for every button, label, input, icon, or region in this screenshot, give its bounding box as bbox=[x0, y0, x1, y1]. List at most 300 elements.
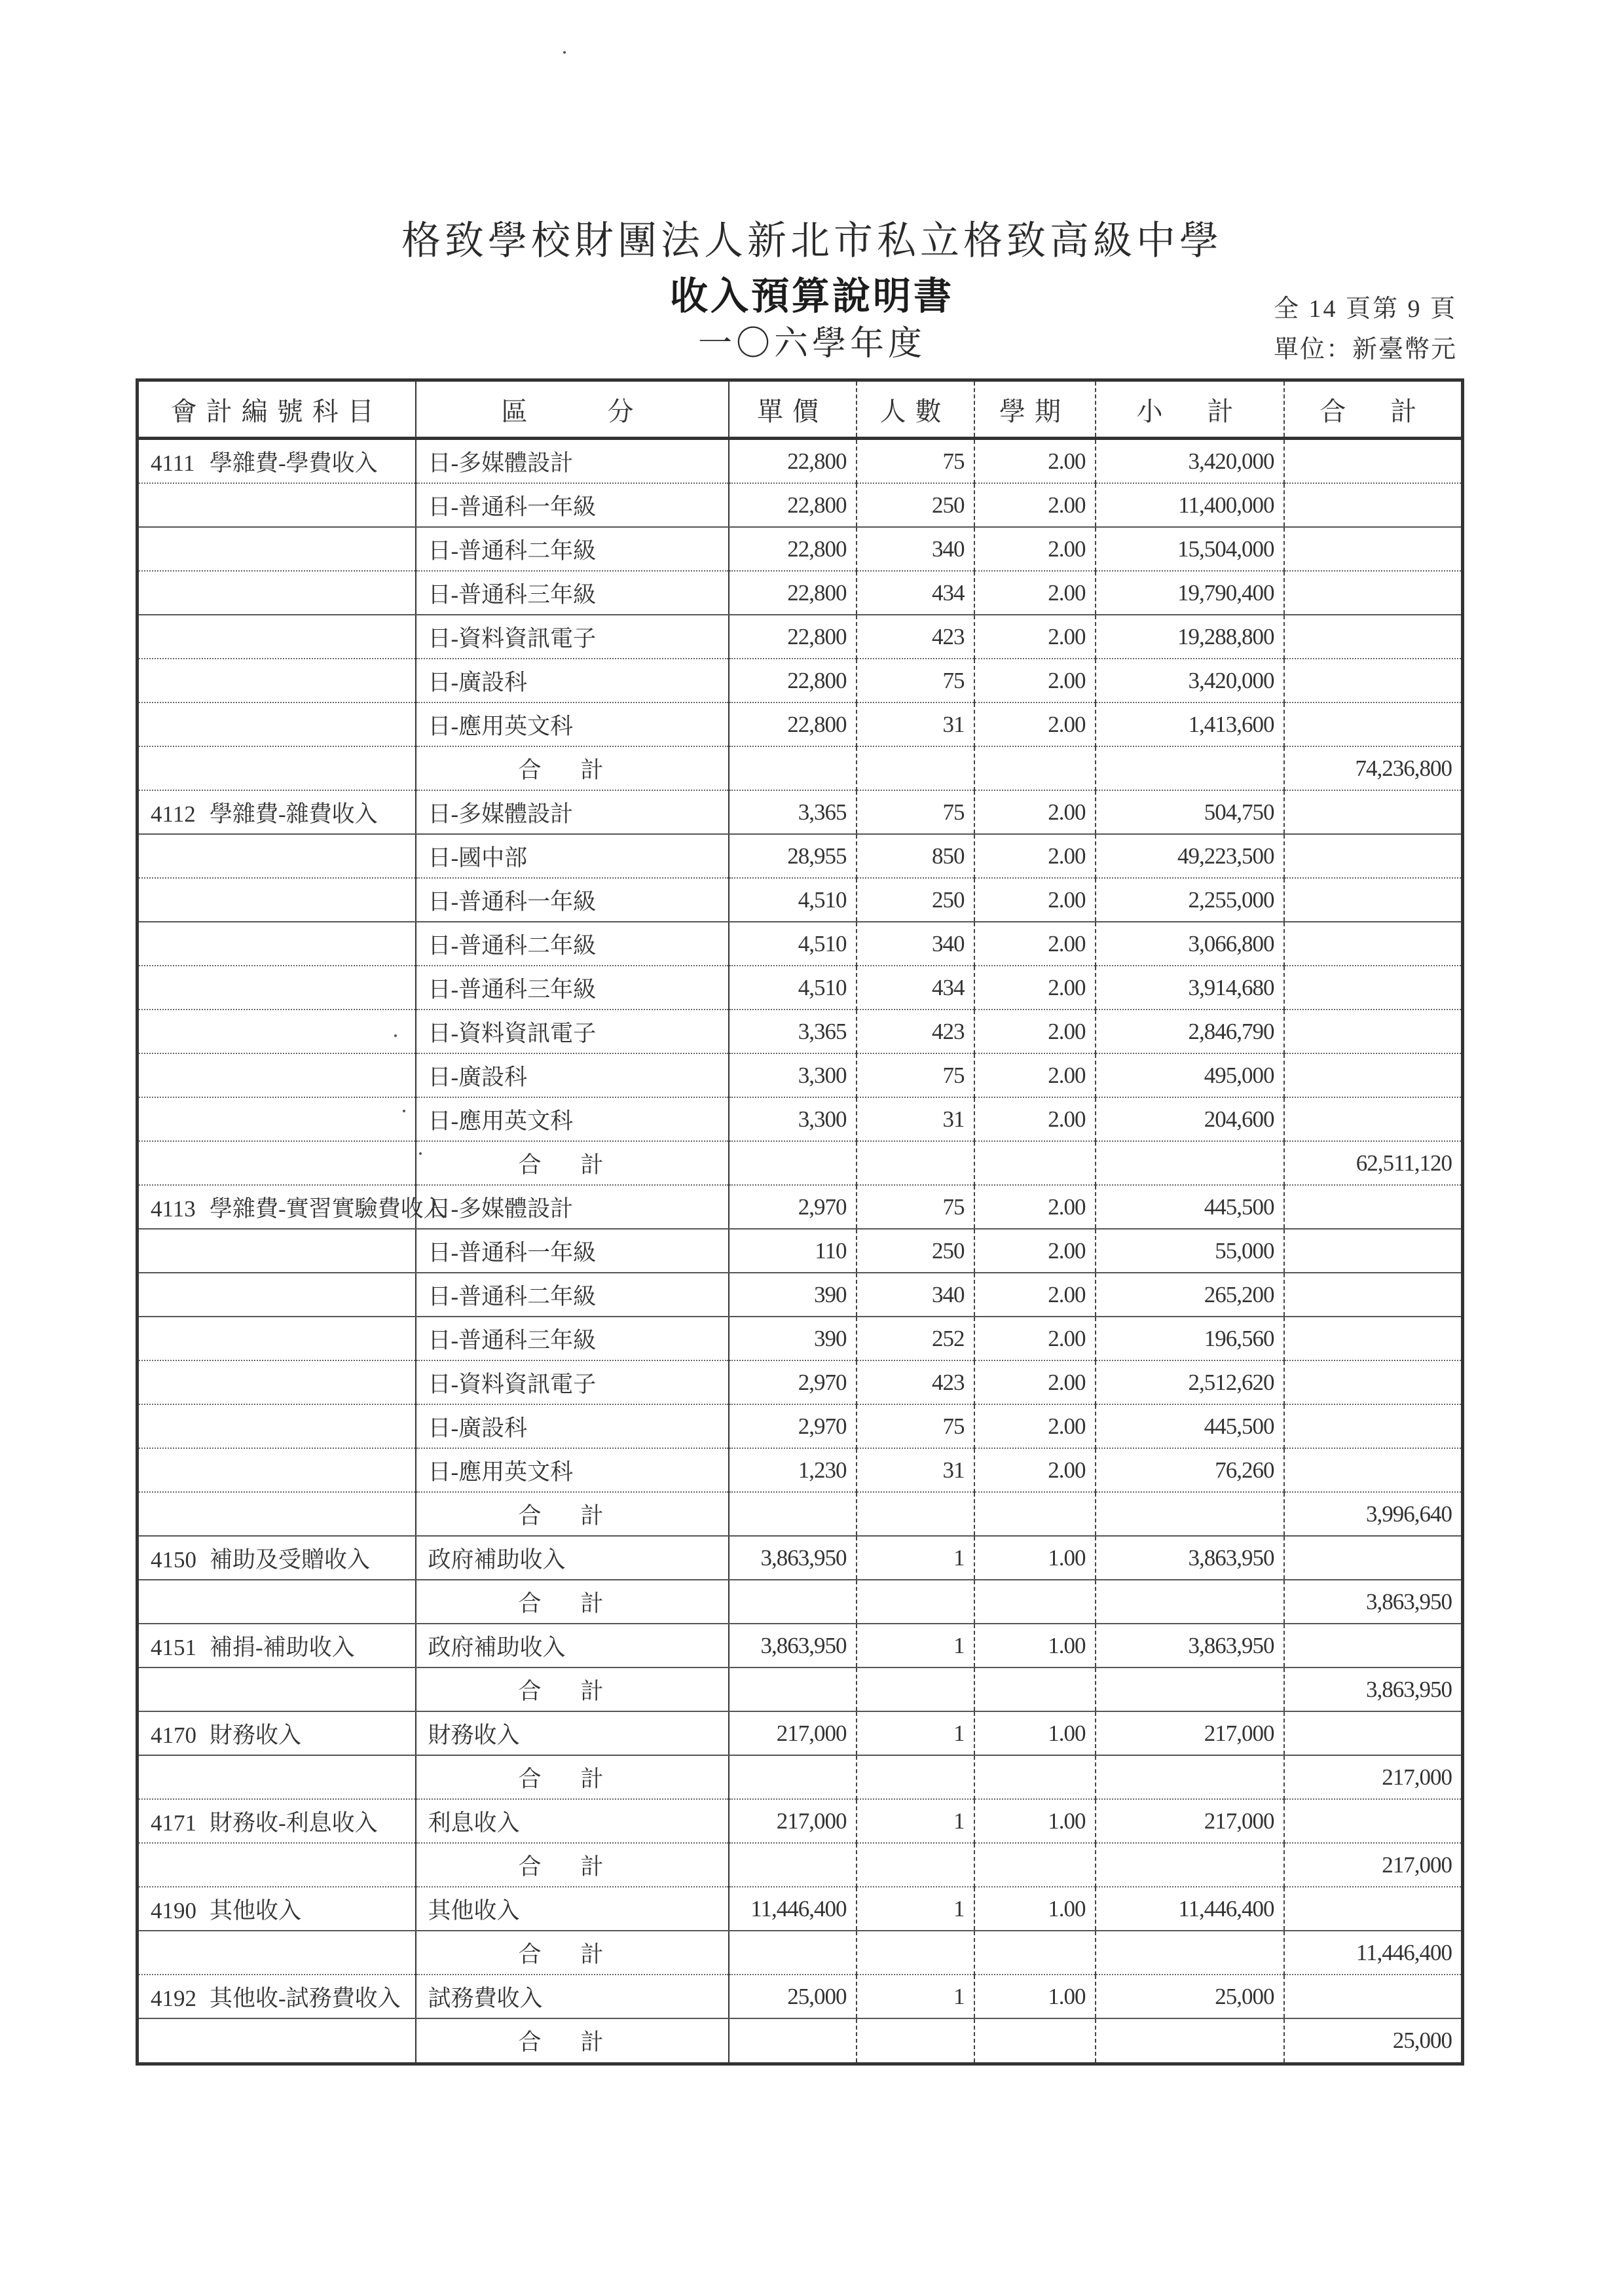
cell-term: 2.00 bbox=[974, 1185, 1096, 1229]
cell-unit-price: 3,863,950 bbox=[729, 1624, 857, 1667]
scan-speck bbox=[563, 51, 566, 54]
cell-subtotal bbox=[1096, 1755, 1284, 1799]
account-name: 補助及受贈收入 bbox=[210, 1546, 371, 1573]
cell-account bbox=[138, 1010, 416, 1053]
table-row bbox=[138, 1404, 1463, 1448]
cell-total bbox=[1284, 1448, 1463, 1492]
cell-total bbox=[1284, 1010, 1463, 1053]
cell-subtotal: 19,790,400 bbox=[1096, 571, 1284, 615]
cell-account bbox=[138, 922, 416, 966]
cell-term: 2.00 bbox=[974, 1010, 1096, 1053]
cell-zone: 日-多媒體設計 bbox=[416, 1185, 729, 1229]
account-code: 4113 bbox=[151, 1195, 196, 1222]
cell-unit-price: 28,955 bbox=[729, 834, 857, 878]
table-row bbox=[138, 790, 1463, 834]
cell-count bbox=[857, 1580, 974, 1624]
cell-zone: 合計 bbox=[416, 1667, 729, 1711]
cell-account bbox=[138, 1317, 416, 1360]
cell-term: 1.00 bbox=[974, 1799, 1096, 1843]
cell-count: 340 bbox=[857, 922, 974, 966]
account-code: 4192 bbox=[151, 1985, 196, 2011]
cell-count: 423 bbox=[857, 1010, 974, 1053]
table-row bbox=[138, 1097, 1463, 1141]
cell-term: 2.00 bbox=[974, 615, 1096, 659]
cell-subtotal: 3,863,950 bbox=[1096, 1536, 1284, 1580]
cell-total: 74,236,800 bbox=[1284, 746, 1463, 790]
cell-unit-price: 1,230 bbox=[729, 1448, 857, 1492]
cell-subtotal: 2,846,790 bbox=[1096, 1010, 1284, 1053]
cell-term: 2.00 bbox=[974, 527, 1096, 571]
cell-zone: 日-廣設科 bbox=[416, 1404, 729, 1448]
cell-unit-price: 22,800 bbox=[729, 527, 857, 571]
table-row bbox=[138, 1053, 1463, 1097]
account-code: 4112 bbox=[151, 801, 196, 827]
cell-subtotal bbox=[1096, 2018, 1284, 2064]
cell-unit-price bbox=[729, 1843, 857, 1887]
cell-account bbox=[138, 834, 416, 878]
cell-total: 217,000 bbox=[1284, 1755, 1463, 1799]
cell-term bbox=[974, 1667, 1096, 1711]
table-row-sum bbox=[138, 746, 1463, 790]
cell-unit-price: 22,800 bbox=[729, 615, 857, 659]
account-code: 4170 bbox=[151, 1722, 196, 1748]
cell-unit-price bbox=[729, 746, 857, 790]
cell-zone: 日-資料資訊電子 bbox=[416, 1010, 729, 1053]
cell-total: 25,000 bbox=[1392, 2028, 1452, 2053]
cell-account bbox=[138, 527, 416, 571]
cell-account bbox=[138, 659, 416, 702]
cell-subtotal: 15,504,000 bbox=[1096, 527, 1284, 571]
cell-count: 423 bbox=[857, 615, 974, 659]
cell-count: 75 bbox=[857, 1404, 974, 1448]
cell-unit-price bbox=[729, 2018, 857, 2064]
account-name: 學雜費-實習實驗費收入 bbox=[210, 1195, 447, 1222]
cell-count bbox=[857, 1931, 974, 1975]
cell-count bbox=[857, 1492, 974, 1536]
cell-total bbox=[1284, 439, 1463, 484]
table-row-sum bbox=[138, 1755, 1463, 1799]
cell-total: 3,996,640 bbox=[1284, 1492, 1463, 1536]
cell-term bbox=[974, 1755, 1096, 1799]
cell-account bbox=[138, 1053, 416, 1097]
cell-count: 31 bbox=[857, 1448, 974, 1492]
table-row-sum bbox=[138, 1667, 1463, 1711]
account-name: 財務收入 bbox=[210, 1722, 302, 1748]
table-row bbox=[138, 1317, 1463, 1360]
cell-term: 2.00 bbox=[974, 483, 1096, 527]
cell-count: 75 bbox=[857, 439, 974, 484]
cell-zone: 日-廣設科 bbox=[416, 1053, 729, 1097]
table-row bbox=[138, 1273, 1463, 1317]
revenue-budget-table bbox=[136, 378, 1464, 2066]
cell-account bbox=[138, 1711, 416, 1755]
cell-unit-price bbox=[729, 1580, 857, 1624]
cell-zone: 合計 bbox=[416, 746, 729, 790]
cell-subtotal: 265,200 bbox=[1096, 1273, 1284, 1317]
cell-total: 217,000 bbox=[1284, 1843, 1463, 1887]
cell-zone: 合計 bbox=[416, 1141, 729, 1185]
cell-term: 2.00 bbox=[974, 790, 1096, 834]
cell-count: 75 bbox=[857, 1053, 974, 1097]
table-row bbox=[138, 1887, 1463, 1931]
cell-zone: 日-應用英文科 bbox=[416, 1448, 729, 1492]
cell-term bbox=[974, 1141, 1096, 1185]
cell-count: 850 bbox=[857, 834, 974, 878]
cell-count: 1 bbox=[857, 1624, 974, 1667]
cell-unit-price: 2,970 bbox=[729, 1185, 857, 1229]
table-row bbox=[138, 483, 1463, 527]
cell-account bbox=[138, 1755, 416, 1799]
cell-term bbox=[974, 1843, 1096, 1887]
cell-zone: 其他收入 bbox=[416, 1887, 729, 1931]
col-header-zone: 區 分 bbox=[416, 380, 729, 439]
table-row bbox=[138, 1360, 1463, 1404]
cell-term: 2.00 bbox=[974, 571, 1096, 615]
cell-subtotal: 3,066,800 bbox=[1096, 922, 1284, 966]
cell-account bbox=[138, 1667, 416, 1711]
table-row bbox=[138, 439, 1463, 484]
cell-subtotal bbox=[1096, 1141, 1284, 1185]
scan-speck bbox=[403, 1110, 405, 1112]
cell-total bbox=[1284, 878, 1463, 922]
cell-zone: 日-資料資訊電子 bbox=[416, 1360, 729, 1404]
cell-total: 62,511,120 bbox=[1284, 1141, 1463, 1185]
col-header-account: 會計編號科目 bbox=[138, 380, 416, 439]
cell-total bbox=[1284, 1711, 1463, 1755]
table-row bbox=[138, 527, 1463, 571]
cell-account bbox=[138, 1580, 416, 1624]
cell-count: 75 bbox=[857, 659, 974, 702]
cell-subtotal bbox=[1096, 1492, 1284, 1536]
cell-subtotal bbox=[1096, 1843, 1284, 1887]
cell-term bbox=[974, 746, 1096, 790]
account-code: 4111 bbox=[151, 450, 195, 476]
cell-account bbox=[138, 1799, 416, 1843]
cell-total bbox=[1284, 702, 1463, 746]
cell-term: 2.00 bbox=[974, 1053, 1096, 1097]
cell-unit-price bbox=[729, 1667, 857, 1711]
cell-total bbox=[1284, 1185, 1463, 1229]
cell-count: 75 bbox=[857, 1185, 974, 1229]
cell-subtotal: 504,750 bbox=[1096, 790, 1284, 834]
cell-account bbox=[138, 1448, 416, 1492]
cell-zone: 日-資料資訊電子 bbox=[416, 615, 729, 659]
cell-term: 1.00 bbox=[974, 1887, 1096, 1931]
cell-zone: 日-國中部 bbox=[416, 834, 729, 878]
table-row bbox=[138, 966, 1463, 1010]
cell-subtotal: 55,000 bbox=[1096, 1229, 1284, 1273]
cell-unit-price: 22,800 bbox=[729, 439, 857, 484]
cell-total bbox=[1284, 1887, 1463, 1931]
cell-term: 2.00 bbox=[974, 439, 1096, 484]
cell-unit-price: 25,000 bbox=[729, 1975, 857, 2018]
account-name: 學雜費-學費收入 bbox=[210, 450, 378, 476]
cell-unit-price: 3,863,950 bbox=[729, 1536, 857, 1580]
cell-account bbox=[138, 1624, 416, 1667]
cell-subtotal bbox=[1096, 746, 1284, 790]
cell-total bbox=[1284, 1097, 1463, 1141]
cell-subtotal: 495,000 bbox=[1096, 1053, 1284, 1097]
cell-zone: 日-應用英文科 bbox=[416, 702, 729, 746]
cell-zone: 利息收入 bbox=[416, 1799, 729, 1843]
cell-count bbox=[857, 2018, 974, 2064]
cell-unit-price: 22,800 bbox=[729, 571, 857, 615]
cell-zone: 日-普通科三年級 bbox=[416, 1317, 729, 1360]
cell-subtotal: 445,500 bbox=[1096, 1185, 1284, 1229]
cell-total bbox=[1284, 1404, 1463, 1448]
cell-count: 75 bbox=[857, 790, 974, 834]
table-row-sum bbox=[138, 1843, 1463, 1887]
cell-total: 3,863,950 bbox=[1284, 1667, 1463, 1711]
cell-account bbox=[138, 702, 416, 746]
cell-subtotal: 11,446,400 bbox=[1096, 1887, 1284, 1931]
cell-subtotal bbox=[1096, 1667, 1284, 1711]
cell-unit-price: 3,300 bbox=[729, 1097, 857, 1141]
document-title: 收入預算說明書 bbox=[669, 274, 954, 318]
table-row bbox=[138, 1536, 1463, 1580]
cell-term: 2.00 bbox=[974, 1317, 1096, 1360]
cell-account bbox=[138, 1492, 416, 1536]
table-row bbox=[138, 878, 1463, 922]
cell-count: 1 bbox=[857, 1975, 974, 2018]
cell-account bbox=[138, 1931, 416, 1975]
cell-total bbox=[1284, 922, 1463, 966]
cell-zone: 合計 bbox=[416, 1492, 729, 1536]
cell-account bbox=[138, 1141, 416, 1185]
cell-count bbox=[857, 1843, 974, 1887]
cell-unit-price: 2,970 bbox=[729, 1360, 857, 1404]
cell-zone: 日-普通科一年級 bbox=[416, 878, 729, 922]
cell-account bbox=[138, 790, 416, 834]
table-row bbox=[138, 1010, 1463, 1053]
cell-term: 2.00 bbox=[974, 1097, 1096, 1141]
cell-unit-price: 22,800 bbox=[729, 659, 857, 702]
cell-account bbox=[138, 1536, 416, 1580]
cell-unit-price: 2,970 bbox=[729, 1404, 857, 1448]
organization-title: 格致學校財團法人新北市私立格致高級中學 bbox=[401, 218, 1223, 264]
cell-zone: 日-普通科二年級 bbox=[416, 1273, 729, 1317]
cell-zone: 日-廣設科 bbox=[416, 659, 729, 702]
table-row-sum bbox=[138, 2018, 1463, 2064]
cell-zone: 合計 bbox=[416, 2018, 729, 2064]
fiscal-year: 一〇六學年度 bbox=[697, 324, 926, 363]
cell-subtotal: 217,000 bbox=[1096, 1799, 1284, 1843]
currency-unit: 單位：新臺幣元 bbox=[1273, 336, 1457, 363]
cell-term: 2.00 bbox=[974, 1229, 1096, 1273]
cell-count: 1 bbox=[857, 1536, 974, 1580]
cell-total bbox=[1284, 659, 1463, 702]
cell-count: 250 bbox=[857, 483, 974, 527]
cell-zone: 日-多媒體設計 bbox=[416, 439, 729, 484]
account-name: 其他收-試務費收入 bbox=[210, 1985, 401, 2011]
col-header-count: 人數 bbox=[857, 380, 974, 439]
cell-total bbox=[1284, 615, 1463, 659]
cell-unit-price: 3,365 bbox=[729, 1010, 857, 1053]
cell-count: 1 bbox=[857, 1887, 974, 1931]
table-row-sum bbox=[138, 1580, 1463, 1624]
table-row bbox=[138, 1624, 1463, 1667]
cell-subtotal: 3,420,000 bbox=[1096, 659, 1284, 702]
cell-subtotal: 25,000 bbox=[1096, 1975, 1284, 2018]
cell-zone: 日-普通科三年級 bbox=[416, 571, 729, 615]
cell-total bbox=[1284, 1053, 1463, 1097]
cell-term: 1.00 bbox=[974, 1624, 1096, 1667]
table-row bbox=[138, 1799, 1463, 1843]
table-row bbox=[138, 922, 1463, 966]
cell-term: 2.00 bbox=[974, 1273, 1096, 1317]
cell-subtotal: 1,413,600 bbox=[1096, 702, 1284, 746]
table-row bbox=[138, 659, 1463, 702]
account-name: 學雜費-雜費收入 bbox=[210, 801, 378, 827]
cell-total bbox=[1284, 1273, 1463, 1317]
cell-total bbox=[1284, 834, 1463, 878]
cell-total bbox=[1284, 1536, 1463, 1580]
cell-term bbox=[974, 1492, 1096, 1536]
cell-account bbox=[138, 2018, 416, 2064]
cell-term bbox=[974, 2018, 1096, 2064]
cell-zone: 日-普通科二年級 bbox=[416, 922, 729, 966]
cell-count: 434 bbox=[857, 571, 974, 615]
cell-count: 31 bbox=[857, 702, 974, 746]
table-row-sum bbox=[138, 1931, 1463, 1975]
cell-term: 2.00 bbox=[974, 659, 1096, 702]
cell-subtotal: 2,512,620 bbox=[1096, 1360, 1284, 1404]
cell-account bbox=[138, 1404, 416, 1448]
cell-account bbox=[138, 483, 416, 527]
cell-term: 2.00 bbox=[974, 966, 1096, 1010]
col-header-unit-price: 單價 bbox=[729, 380, 857, 439]
cell-subtotal: 76,260 bbox=[1096, 1448, 1284, 1492]
cell-account bbox=[138, 966, 416, 1010]
cell-subtotal bbox=[1096, 1580, 1284, 1624]
col-header-total: 合 計 bbox=[1284, 380, 1463, 439]
cell-account bbox=[138, 1843, 416, 1887]
account-code: 4171 bbox=[151, 1810, 196, 1836]
table-row bbox=[138, 1229, 1463, 1273]
cell-unit-price: 4,510 bbox=[729, 878, 857, 922]
cell-count: 434 bbox=[857, 966, 974, 1010]
cell-account bbox=[138, 1273, 416, 1317]
cell-account bbox=[138, 1229, 416, 1273]
table-row bbox=[138, 615, 1463, 659]
cell-term: 2.00 bbox=[974, 878, 1096, 922]
table-header-row bbox=[138, 380, 1463, 439]
cell-subtotal: 3,420,000 bbox=[1096, 439, 1284, 484]
cell-total bbox=[1284, 571, 1463, 615]
cell-count: 340 bbox=[857, 1273, 974, 1317]
cell-subtotal: 196,560 bbox=[1096, 1317, 1284, 1360]
scan-speck bbox=[419, 1152, 422, 1155]
cell-zone: 合計 bbox=[416, 1755, 729, 1799]
table-row bbox=[138, 834, 1463, 878]
cell-subtotal: 2,255,000 bbox=[1096, 878, 1284, 922]
cell-count bbox=[857, 1755, 974, 1799]
account-code: 4190 bbox=[151, 1897, 196, 1923]
scan-speck bbox=[394, 1034, 397, 1037]
cell-subtotal: 3,863,950 bbox=[1096, 1624, 1284, 1667]
cell-total bbox=[1284, 1975, 1463, 2018]
cell-unit-price: 217,000 bbox=[729, 1799, 857, 1843]
cell-subtotal: 204,600 bbox=[1096, 1097, 1284, 1141]
cell-unit-price: 4,510 bbox=[729, 966, 857, 1010]
cell-zone: 日-普通科二年級 bbox=[416, 527, 729, 571]
cell-account bbox=[138, 1185, 447, 1229]
cell-count: 250 bbox=[857, 1229, 974, 1273]
cell-zone: 政府補助收入 bbox=[416, 1624, 729, 1667]
cell-total bbox=[1284, 483, 1463, 527]
cell-subtotal: 49,223,500 bbox=[1096, 834, 1284, 878]
cell-term bbox=[974, 1931, 1096, 1975]
table-row bbox=[138, 702, 1463, 746]
cell-unit-price bbox=[729, 1755, 857, 1799]
account-code: 4150 bbox=[151, 1546, 196, 1573]
cell-unit-price: 390 bbox=[729, 1317, 857, 1360]
cell-subtotal: 11,400,000 bbox=[1096, 483, 1284, 527]
cell-unit-price bbox=[729, 1492, 857, 1536]
cell-term: 1.00 bbox=[974, 1711, 1096, 1755]
cell-term: 2.00 bbox=[974, 834, 1096, 878]
cell-term: 2.00 bbox=[974, 922, 1096, 966]
cell-account bbox=[138, 615, 416, 659]
cell-account bbox=[138, 1097, 416, 1141]
cell-account bbox=[138, 1360, 416, 1404]
cell-count bbox=[857, 1667, 974, 1711]
table-row bbox=[138, 1448, 1463, 1492]
cell-unit-price: 22,800 bbox=[729, 483, 857, 527]
cell-count: 252 bbox=[857, 1317, 974, 1360]
table-row bbox=[138, 1975, 1463, 2018]
cell-count bbox=[857, 1141, 974, 1185]
cell-zone: 合計 bbox=[416, 1580, 729, 1624]
cell-count: 1 bbox=[857, 1711, 974, 1755]
cell-term bbox=[974, 1580, 1096, 1624]
cell-total bbox=[1284, 1624, 1463, 1667]
cell-total: 11,446,400 bbox=[1284, 1931, 1463, 1975]
cell-total bbox=[1284, 1360, 1463, 1404]
cell-account bbox=[138, 1887, 416, 1931]
cell-unit-price: 3,300 bbox=[729, 1053, 857, 1097]
cell-unit-price: 3,365 bbox=[729, 790, 857, 834]
cell-unit-price: 11,446,400 bbox=[729, 1887, 857, 1931]
cell-zone: 合計 bbox=[416, 1931, 729, 1975]
table-row bbox=[138, 1711, 1463, 1755]
cell-account bbox=[138, 571, 416, 615]
cell-term: 2.00 bbox=[974, 702, 1096, 746]
table-row bbox=[138, 571, 1463, 615]
cell-account bbox=[138, 878, 416, 922]
cell-zone: 日-多媒體設計 bbox=[416, 790, 729, 834]
cell-subtotal: 19,288,800 bbox=[1096, 615, 1284, 659]
cell-zone: 日-普通科三年級 bbox=[416, 966, 729, 1010]
col-header-term: 學期 bbox=[974, 380, 1096, 439]
cell-total bbox=[1284, 1799, 1463, 1843]
cell-unit-price: 110 bbox=[729, 1229, 857, 1273]
cell-count: 340 bbox=[857, 527, 974, 571]
cell-total bbox=[1284, 1317, 1463, 1360]
cell-zone: 財務收入 bbox=[416, 1711, 729, 1755]
cell-term: 2.00 bbox=[974, 1360, 1096, 1404]
cell-term: 2.00 bbox=[974, 1404, 1096, 1448]
cell-zone: 合計 bbox=[416, 1843, 729, 1887]
cell-subtotal: 3,914,680 bbox=[1096, 966, 1284, 1010]
cell-account bbox=[138, 439, 416, 484]
account-name: 其他收入 bbox=[210, 1897, 302, 1923]
cell-count: 1 bbox=[857, 1799, 974, 1843]
cell-term: 1.00 bbox=[974, 1975, 1096, 2018]
cell-unit-price bbox=[729, 1141, 857, 1185]
table-row bbox=[138, 1185, 1463, 1229]
cell-subtotal bbox=[1096, 1931, 1284, 1975]
